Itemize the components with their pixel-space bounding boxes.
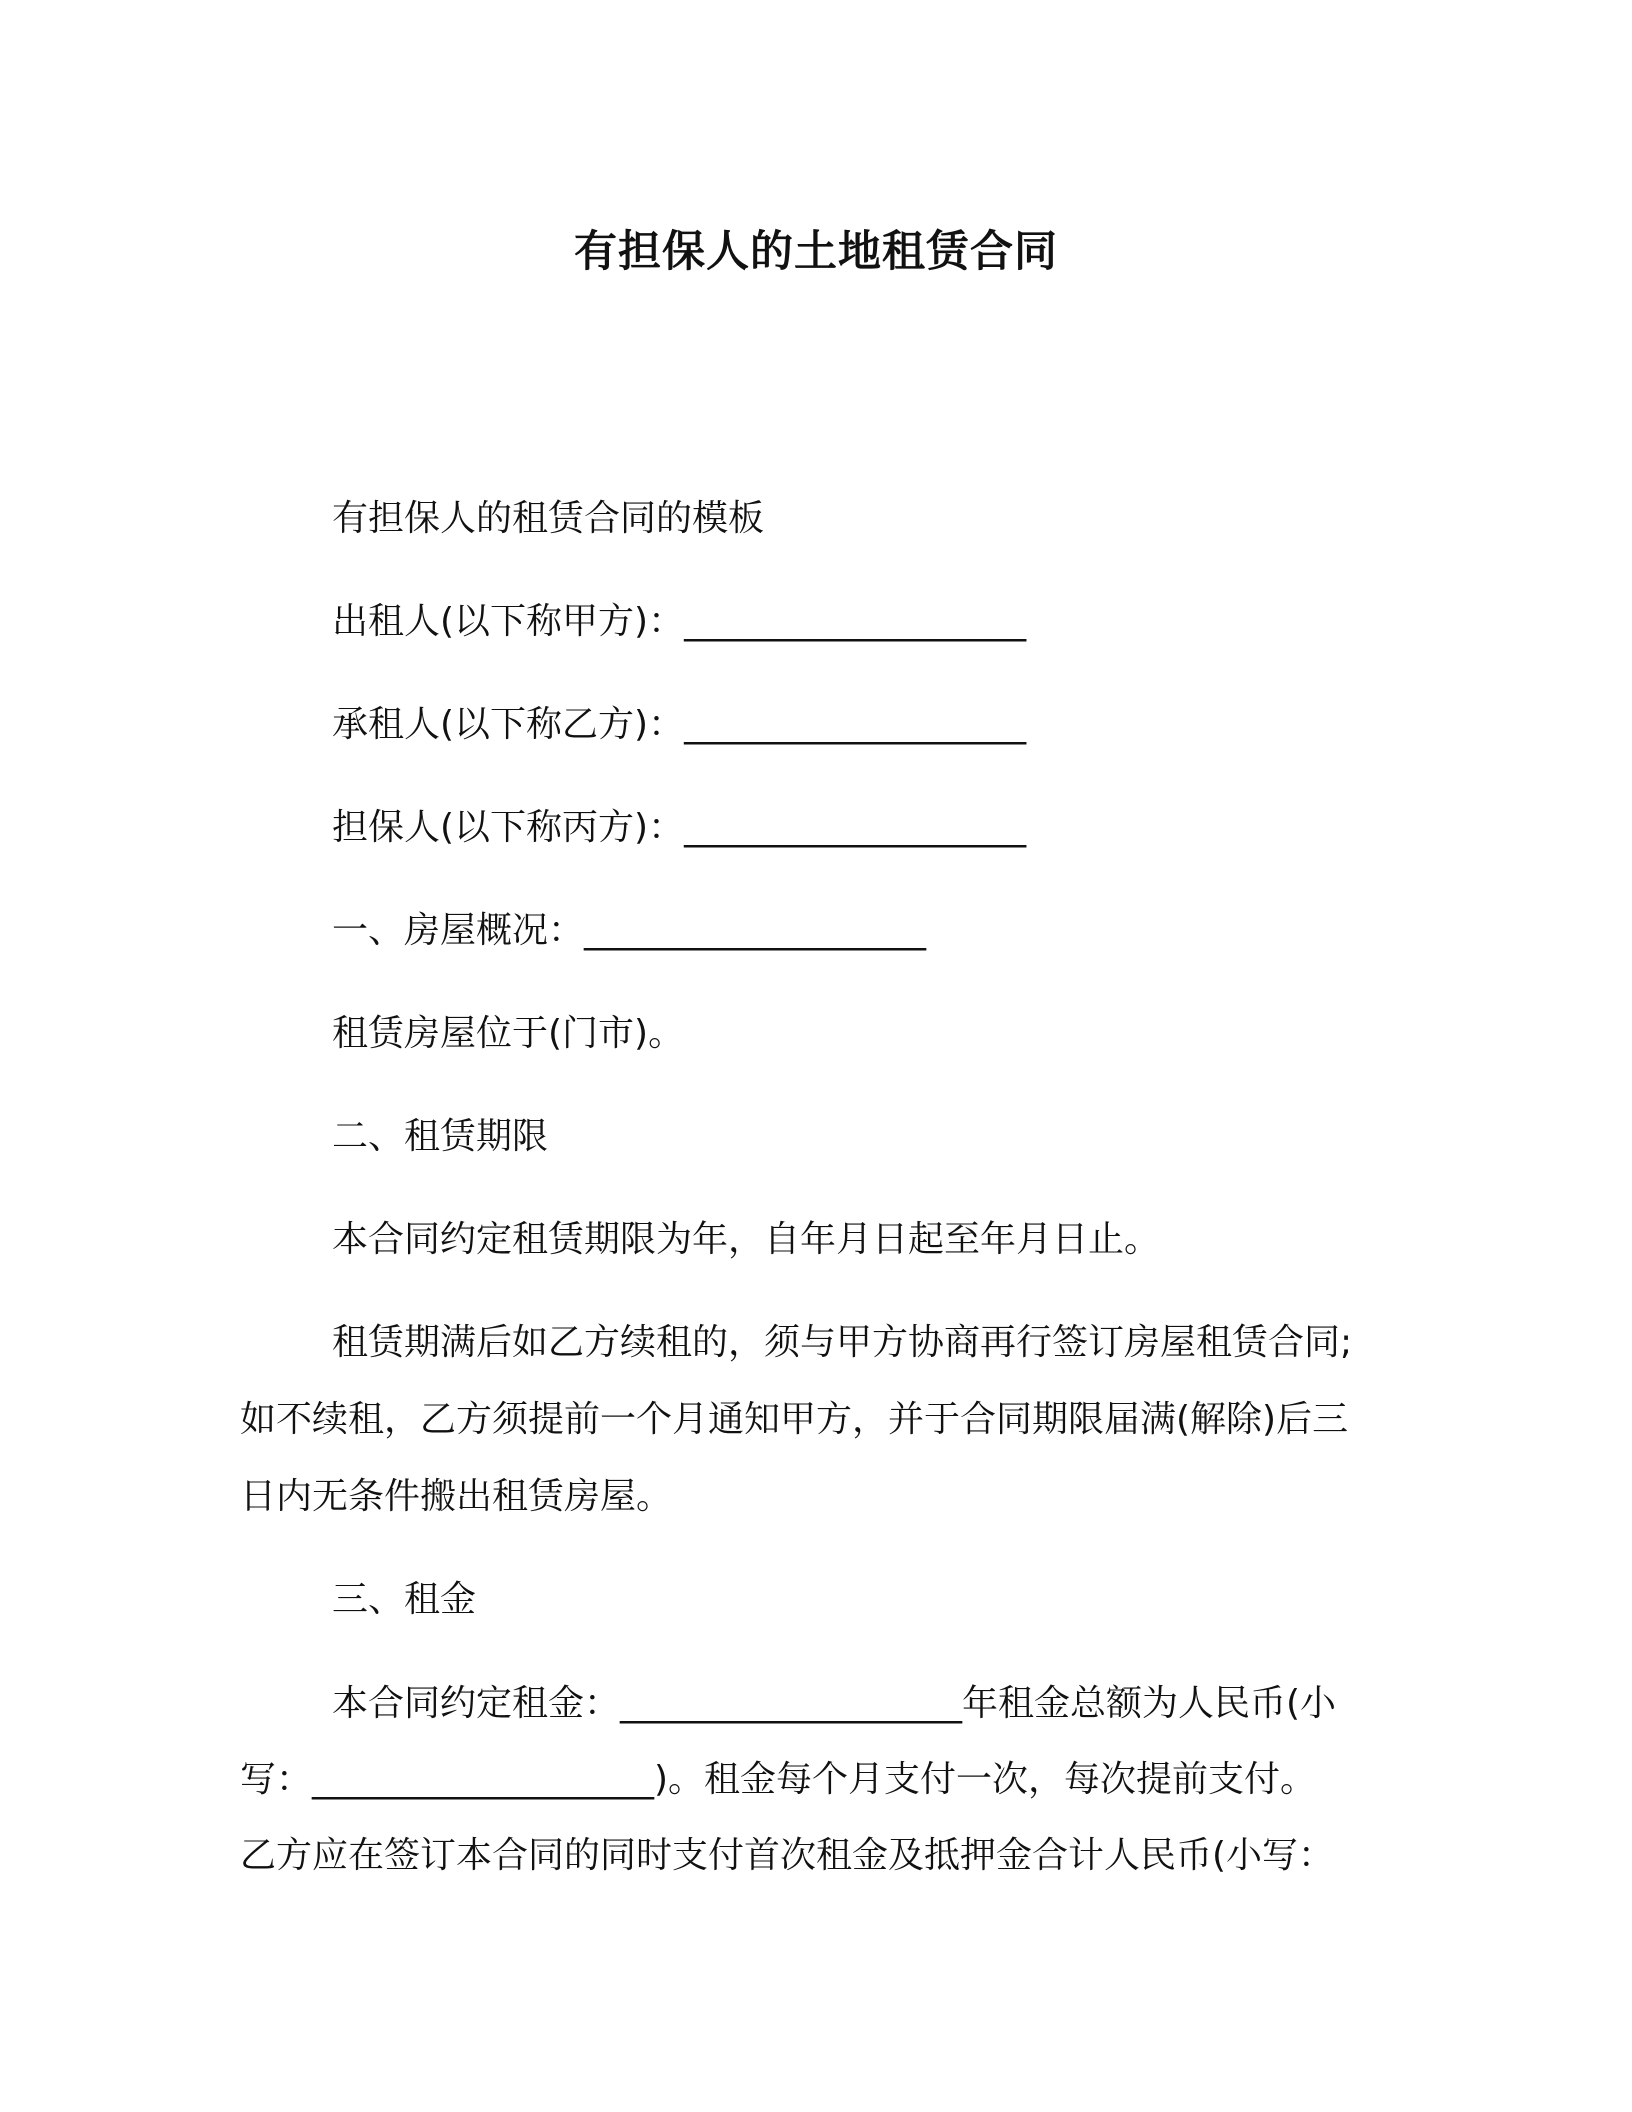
section-3-heading: 三、租金	[332, 1579, 477, 1620]
section-2-heading: 二、租赁期限	[332, 1116, 549, 1157]
lessee-line: 承租人(以下称乙方)：___________________	[332, 704, 1027, 745]
document-title: 有担保人的土地租赁合同	[574, 227, 1058, 277]
rent-paragraph-line-1: 本合同约定租金：___________________年租金总额为人民币(小	[332, 1683, 1337, 1724]
renewal-paragraph-line-3: 日内无条件搬出租赁房屋。	[240, 1476, 673, 1517]
rent-paragraph-line-2: 写：___________________)。租金每个月支付一次，每次提前支付。	[240, 1759, 1317, 1800]
template-subtitle: 有担保人的租赁合同的模板	[332, 498, 765, 539]
lessor-line: 出租人(以下称甲方)：___________________	[332, 601, 1027, 642]
lease-term-paragraph: 本合同约定租赁期限为年，自年月日起至年月日止。	[332, 1219, 1161, 1260]
renewal-paragraph-line-1: 租赁期满后如乙方续租的，须与甲方协商再行签订房屋租赁合同;	[332, 1322, 1353, 1363]
property-location: 租赁房屋位于(门市)。	[332, 1013, 685, 1054]
guarantor-line: 担保人(以下称丙方)：___________________	[332, 807, 1027, 848]
section-1-heading: 一、房屋概况：___________________	[332, 910, 927, 951]
rent-paragraph-line-3: 乙方应在签订本合同的同时支付首次租金及抵押金合计人民币(小写：	[240, 1835, 1335, 1876]
renewal-paragraph-line-2: 如不续租，乙方须提前一个月通知甲方，并于合同期限届满(解除)后三	[240, 1399, 1349, 1440]
